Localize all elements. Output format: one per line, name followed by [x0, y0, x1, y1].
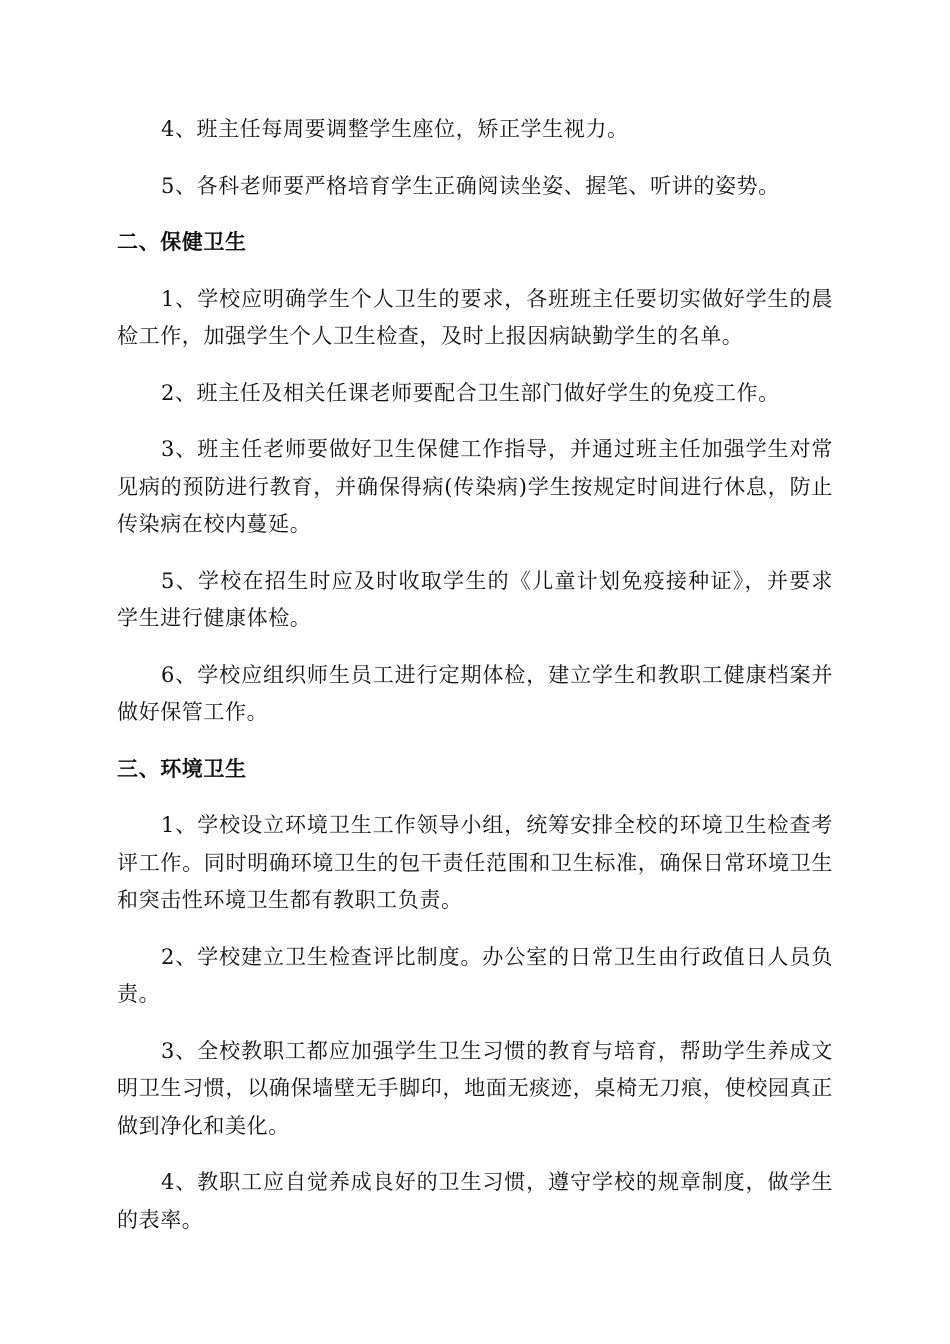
- paragraph-seat-adjustment: 4、班主任每周要调整学生座位，矫正学生视力。: [161, 117, 629, 141]
- paragraph-immunization: 2、班主任及相关任课老师要配合卫生部门做好学生的免疫工作。: [161, 380, 780, 405]
- paragraph-inspection-system: 2、学校建立卫生检查评比制度。办公室的日常卫生由行政值日人员负责。: [117, 944, 833, 1006]
- paragraph-personal-hygiene: 1、学校应明确学生个人卫生的要求，各班班主任要切实做好学生的晨检工作，加强学生个人卫生检查，及时上报因病缺勤学生的名单。: [117, 286, 833, 348]
- paragraph-reading-posture: 5、各科老师要严格培育学生正确阅读坐姿、握笔、听讲的姿势。: [161, 173, 780, 198]
- paragraph-staff-example: 4、教职工应自觉养成良好的卫生习惯，遵守学校的规章制度，做学生的表率。: [117, 1170, 833, 1232]
- paragraph-hygiene-habits: 3、全校教职工都应加强学生卫生习惯的教育与培育，帮助学生养成文明卫生习惯，以确保墙壁无手脚印，地面无痰迹，桌椅无刀痕，使校园真正做到净化和美化。: [117, 1038, 833, 1138]
- paragraph-disease-prevention: 3、班主任老师要做好卫生保健工作指导，并通过班主任加强学生对常见病的预防进行教育，并确保得病(传染病)学生按规定时间进行休息，防止传染病在校内蔓延。: [117, 437, 833, 536]
- paragraph-vaccination-certificate: 5、学校在招生时应及时收取学生的《儿童计划免疫接种证》，并要求学生进行健康体检。: [117, 568, 833, 630]
- section-heading-environmental-hygiene: 三、环境卫生: [117, 756, 247, 781]
- section-heading-health-care: 二、保健卫生: [117, 230, 247, 254]
- document-body: [117, 111, 833, 1258]
- paragraph-health-checkup: 6、学校应组织师生员工进行定期体检，建立学生和教职工健康档案并做好保管工作。: [117, 662, 833, 724]
- paragraph-leadership-group: 1、学校设立环境卫生工作领导小组，统筹安排全校的环境卫生检查考评工作。同时明确环境卫生的包干责任范围和卫生标准，确保日常环境卫生和突击性环境卫生都有教职工负责。: [117, 813, 833, 912]
